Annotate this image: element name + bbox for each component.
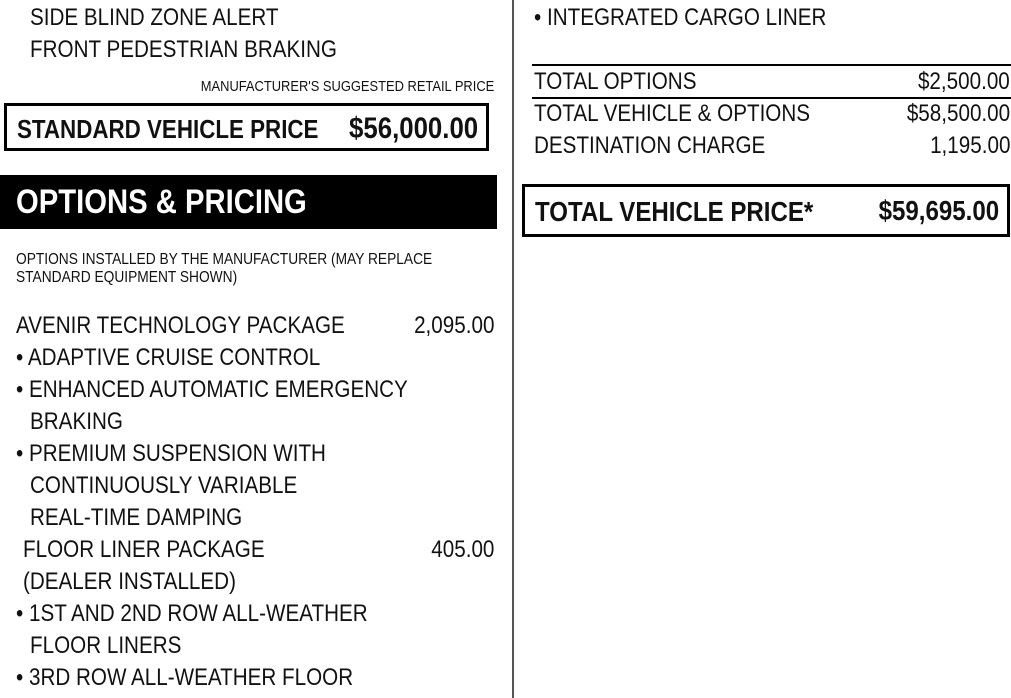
feature-front-pedestrian-braking: FRONT PEDESTRIAN BRAKING <box>30 36 337 63</box>
package-name: AVENIR TECHNOLOGY PACKAGE <box>16 312 345 339</box>
list-item: CONTINUOUSLY VARIABLE <box>30 472 298 499</box>
destination-charge-label: DESTINATION CHARGE <box>534 132 766 159</box>
standard-price-box <box>4 103 489 151</box>
standard-price-value: $56,000.00 <box>348 112 478 145</box>
list-item: REAL-TIME DAMPING <box>30 504 243 531</box>
standard-price-label: STANDARD VEHICLE PRICE <box>17 114 319 144</box>
total-vehicle-options-value: $58,500.00 <box>906 100 1010 127</box>
install-note: OPTIONS INSTALLED BY THE MANUFACTURER (MAY REPLACE STANDARD EQUIPMENT SHOWN) <box>16 251 433 286</box>
list-item: • 1ST AND 2ND ROW ALL-WEATHER <box>16 600 368 627</box>
package-price: 405.00 <box>430 536 494 563</box>
list-item: FLOOR LINERS <box>30 632 182 659</box>
total-options-label: TOTAL OPTIONS <box>534 68 697 95</box>
total-vehicle-options-label: TOTAL VEHICLE & OPTIONS <box>534 100 811 127</box>
options-pricing-header <box>0 175 497 229</box>
destination-charge-value: 1,195.00 <box>929 132 1010 159</box>
total-vehicle-price-label: TOTAL VEHICLE PRICE* <box>535 196 814 227</box>
options-pricing-title: OPTIONS & PRICING <box>16 183 307 221</box>
list-item: • 3RD ROW ALL-WEATHER FLOOR <box>16 664 354 691</box>
list-item: BRAKING <box>30 408 123 435</box>
list-item: • PREMIUM SUSPENSION WITH <box>16 440 326 467</box>
column-divider <box>512 0 514 698</box>
list-item: • ADAPTIVE CRUISE CONTROL <box>16 344 321 371</box>
total-vehicle-price-value: $59,695.00 <box>878 195 999 226</box>
total-options-value: $2,500.00 <box>918 68 1010 95</box>
feature-side-blind-zone: SIDE BLIND ZONE ALERT <box>30 4 279 31</box>
package-note: (DEALER INSTALLED) <box>23 568 236 595</box>
list-item: • INTEGRATED CARGO LINER <box>534 4 827 31</box>
msrp-label: MANUFACTURER'S SUGGESTED RETAIL PRICE <box>200 78 494 95</box>
list-item: • ENHANCED AUTOMATIC EMERGENCY <box>16 376 408 403</box>
package-name: FLOOR LINER PACKAGE <box>23 536 265 563</box>
total-vehicle-price-box <box>522 184 1010 237</box>
package-price: 2,095.00 <box>413 312 494 339</box>
